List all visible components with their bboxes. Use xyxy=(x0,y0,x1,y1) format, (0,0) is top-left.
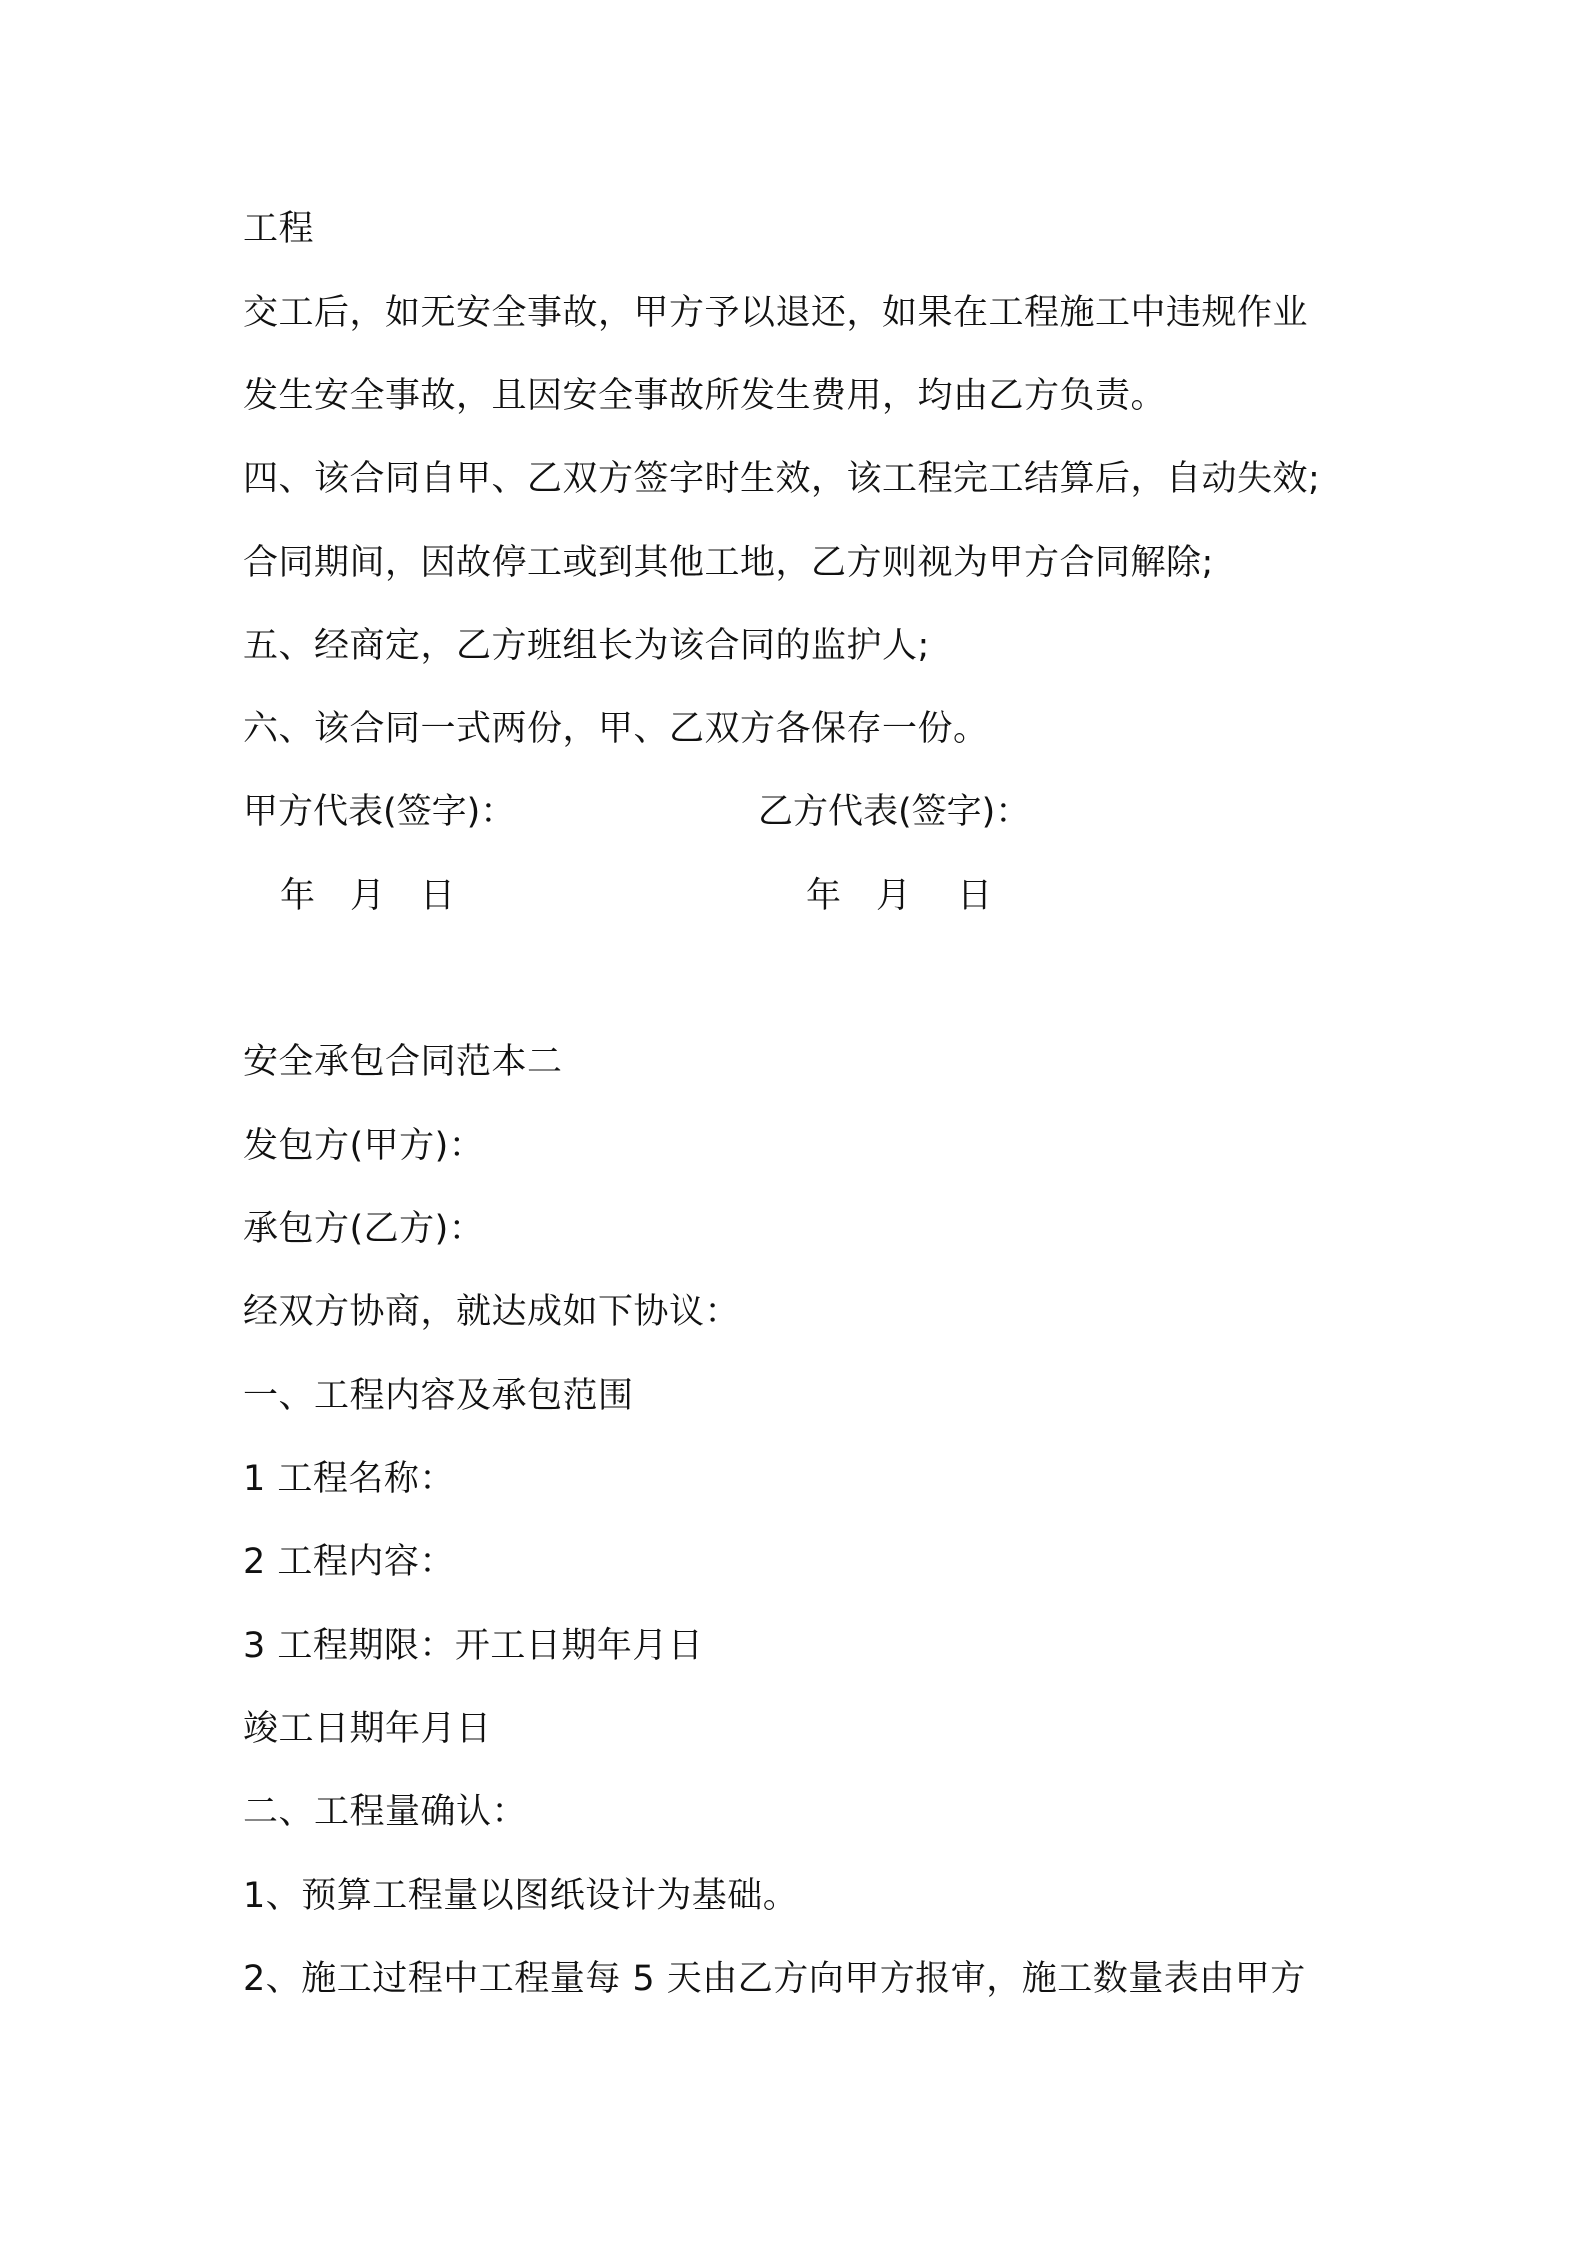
clause-4-line: 四、该合同自甲、乙双方签字时生效，该工程完工结算后，自动失效; xyxy=(243,459,1321,499)
text-line: 3 工程期限：开工日期年月日 xyxy=(243,1626,704,1666)
text-line: 二、工程量确认： xyxy=(243,1792,528,1832)
text-line: 承包方(乙方)： xyxy=(243,1209,485,1249)
party-a-signature-label: 甲方代表(签字)： xyxy=(243,792,516,832)
section-title: 安全承包合同范本二 xyxy=(243,1042,563,1082)
text-line: 1 工程名称： xyxy=(243,1459,455,1499)
text-line: 1、预算工程量以图纸设计为基础。 xyxy=(243,1876,799,1916)
text-line: 合同期间，因故停工或到其他工地，乙方则视为甲方合同解除; xyxy=(243,543,1214,583)
text-line: 2、施工过程中工程量每 5 天由乙方向甲方报审，施工数量表由甲方 xyxy=(243,1959,1306,1999)
clause-6-line: 六、该合同一式两份，甲、乙双方各保存一份。 xyxy=(243,709,989,749)
text-line: 竣工日期年月日 xyxy=(243,1709,492,1749)
text-line: 一、工程内容及承包范围 xyxy=(243,1376,634,1416)
party-b-signature-label: 乙方代表(签字)： xyxy=(758,792,1031,832)
clause-5-line: 五、经商定，乙方班组长为该合同的监护人; xyxy=(243,626,930,666)
party-a-date: 年 月 日 xyxy=(280,876,456,916)
text-line: 经双方协商，就达成如下协议： xyxy=(243,1292,741,1332)
text-line: 2 工程内容： xyxy=(243,1542,455,1582)
text-line: 工程 xyxy=(243,209,315,249)
text-line: 发包方(甲方)： xyxy=(243,1126,485,1166)
text-line: 交工后，如无安全事故，甲方予以退还，如果在工程施工中违规作业 xyxy=(243,293,1309,333)
text-line: 发生安全事故，且因安全事故所发生费用，均由乙方负责。 xyxy=(243,376,1167,416)
party-b-date: 年 月 日 xyxy=(806,876,993,916)
